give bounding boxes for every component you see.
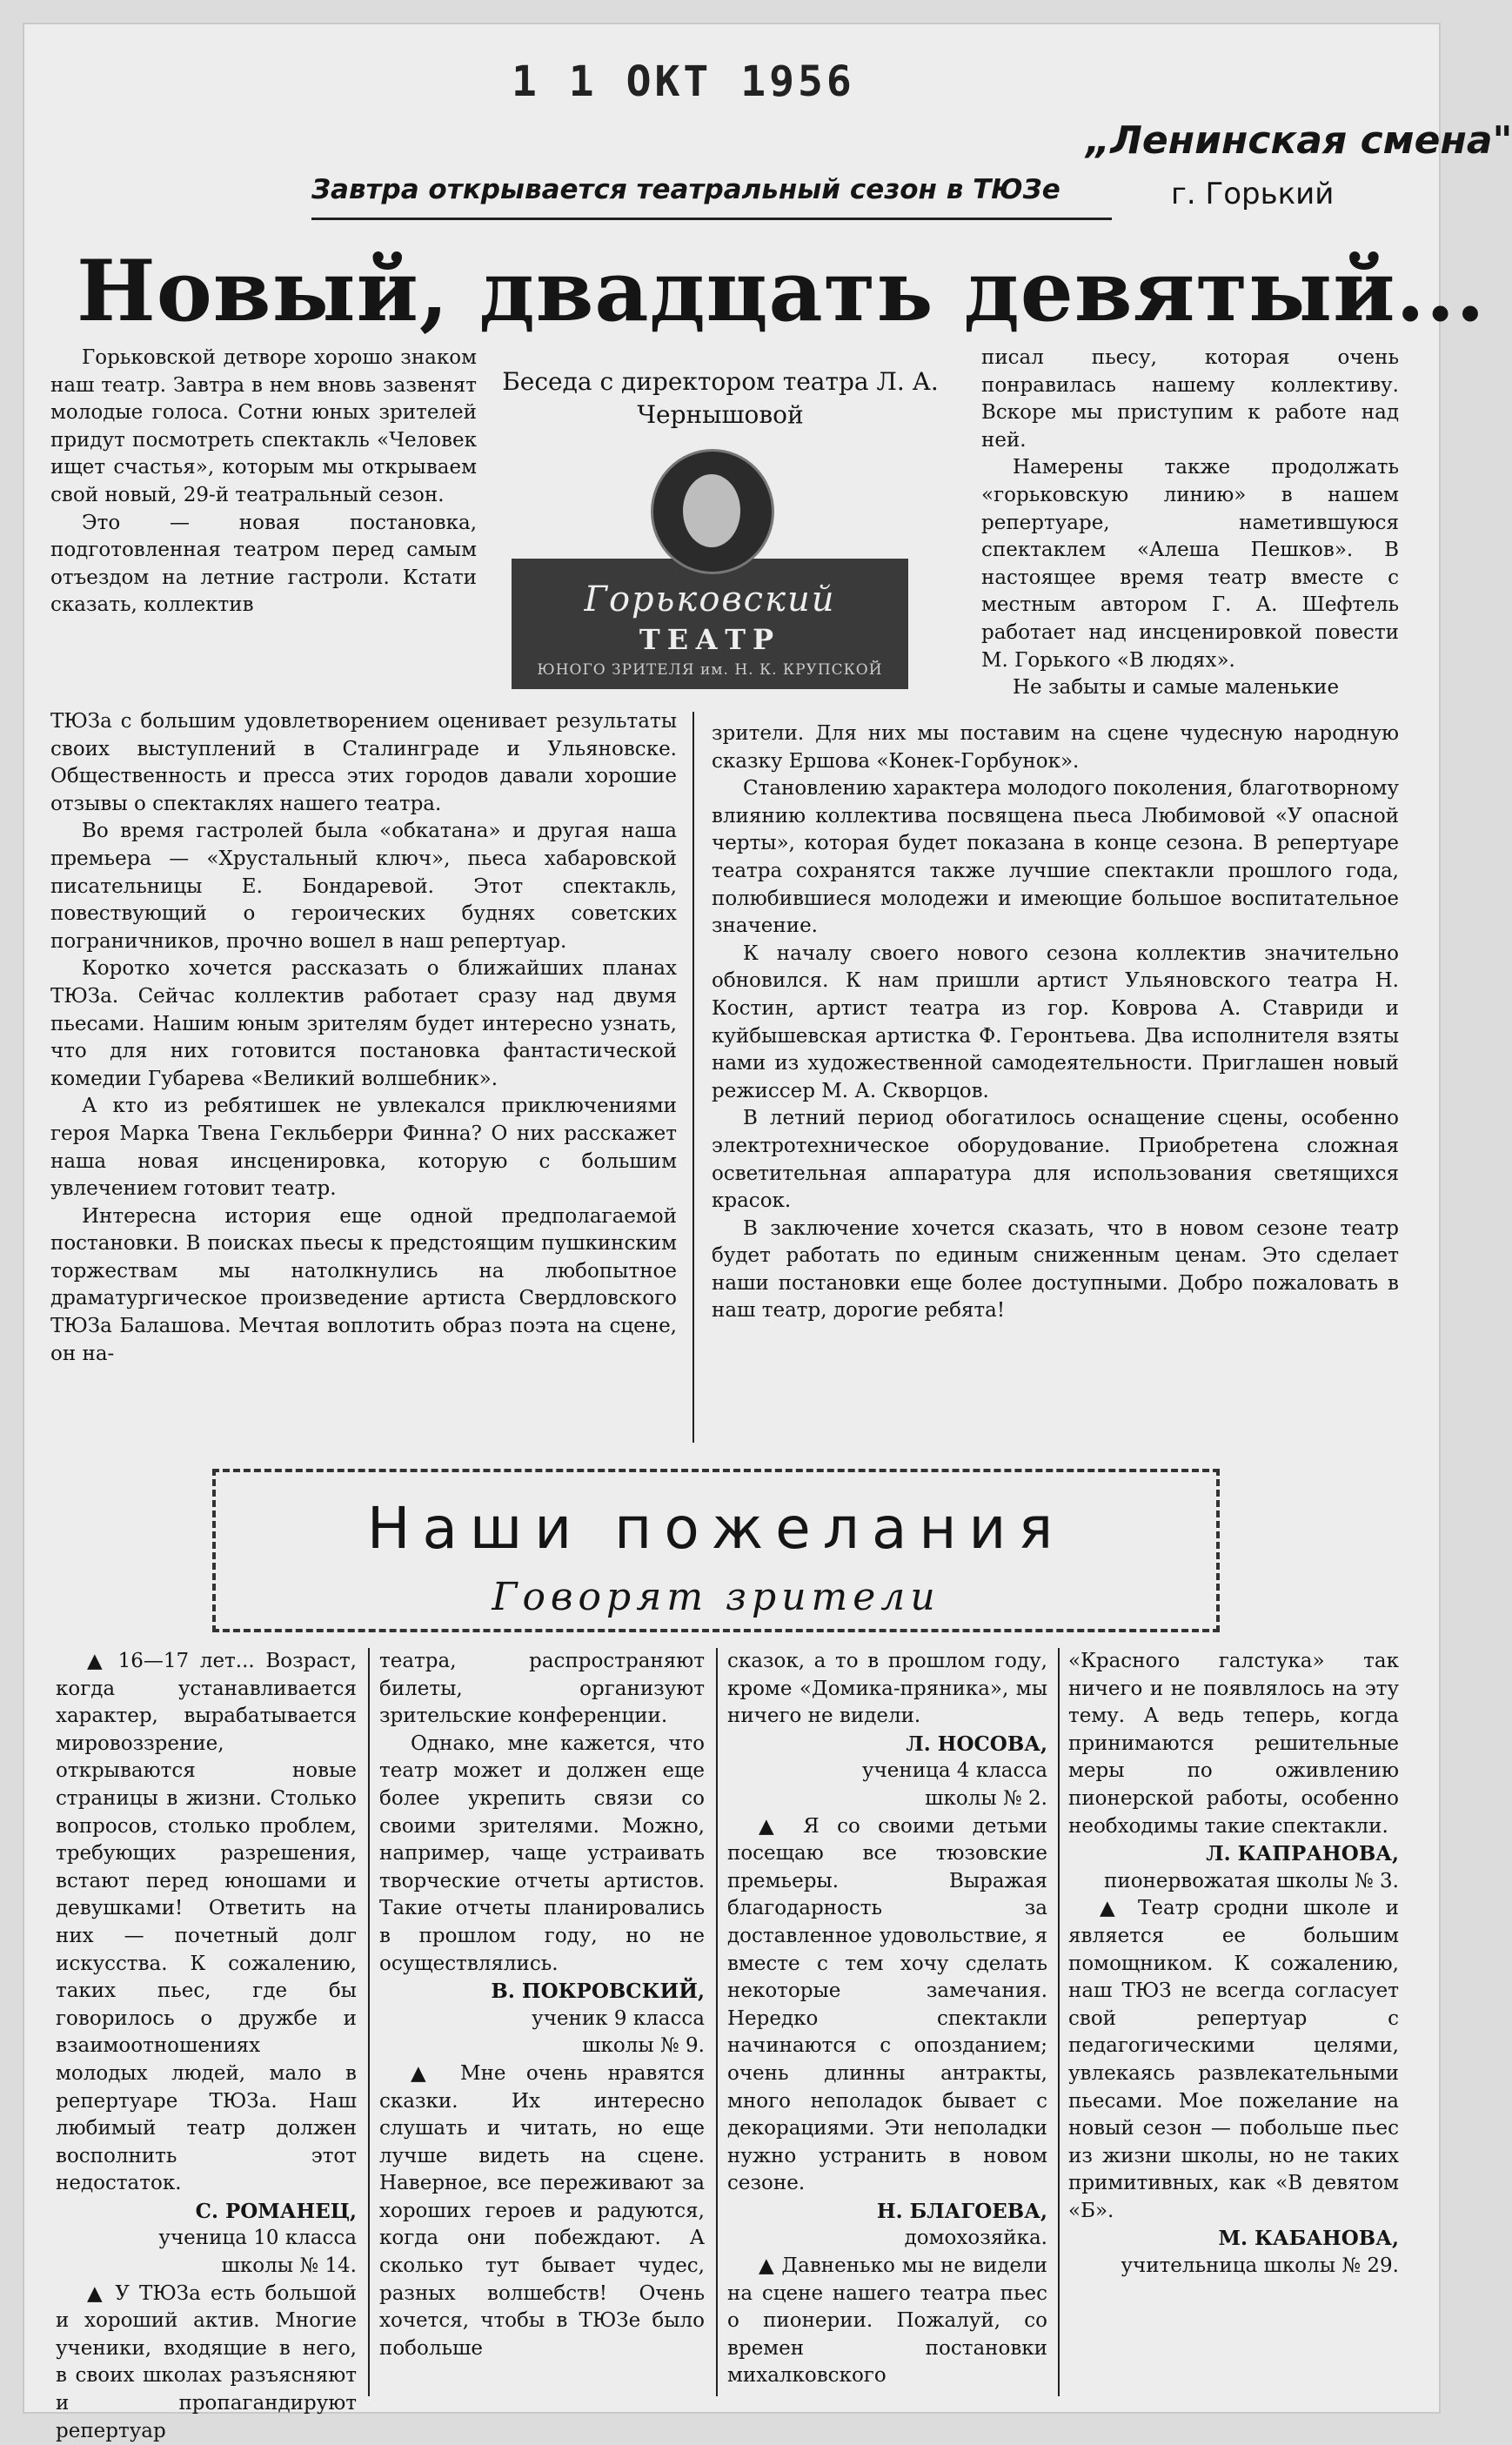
- article-right-col: [712, 720, 1399, 1451]
- newspaper-clipping: [24, 24, 1512, 2442]
- letter-paragraph: ▲ Мне очень нравятся сказки. Их интересно слушать и читать, но еще лучше видеть на сцене. Наверное, все переживают за хороших героев и радуются, когда они побеждают. А сколько тут бывает чудес, разных волшебств! Очень хочется, чтобы в ТЮЗе было побольше: [379, 2061, 705, 2360]
- article-paragraph: А кто из ребятишек не увлекался приключениями героя Марка Твена Гекльберри Финна? О них расскажет наша новая инсценировка, которую с большим увлечением готовит театр.: [50, 1095, 677, 1201]
- article-paragraph: писал пьесу, которая очень понравилась нашему коллективу. Вскоре мы приступим к работе над ней.: [981, 346, 1399, 452]
- portrait-medallion-icon: [651, 449, 774, 574]
- signature-name: Л. КАПРАНОВА,: [1206, 1842, 1399, 1866]
- newspaper-name: „Ленинская смена": [1086, 118, 1512, 163]
- article-paragraph: Это — новая постановка, подготовленная театром перед самым отъездом на летние гастроли. Кстати сказать, коллектив: [50, 511, 477, 617]
- logo-title: Горьковский: [584, 579, 836, 620]
- date-stamp: 1 1 ОКТ 1956: [512, 57, 855, 106]
- logo-word: ТЕАТР: [639, 623, 781, 656]
- article-paragraph: Интересна история еще одной предполагаемой постановки. В поисках пьесы к предстоящим пушкинским торжествам мы натолкнулись на любопытное драматургическое произведение артиста Свердловского ТЮЗа Балашова. Мечтая воплотить образ поэта на сцене, он на-: [50, 1204, 677, 1365]
- letter-paragraph: театра, распространяют билеты, организуют зрительские конференции.: [379, 1650, 705, 1728]
- article-headline: Новый, двадцать девятый...: [77, 242, 1486, 340]
- article-paragraph: В летний период обогатилось оснащение сцены, особенно электротехническое оборудование. Приобретена сложная осветительная аппаратура для использования светящихся красок.: [712, 1107, 1399, 1213]
- section-banner: [212, 1469, 1220, 1632]
- signature-role: пионервожатая школы № 3.: [1104, 1869, 1399, 1892]
- letters-col1: [56, 1648, 357, 2442]
- letter-paragraph: «Красного галстука» так ничего и не появлялось на эту тему. А ведь теперь, когда принимаются решительные меры по оживлению пионерской работы, особенно необходимы такие спектакли.: [1068, 1650, 1399, 1838]
- column-divider: [692, 712, 694, 1443]
- signature-name: Н. БЛАГОЕВА,: [876, 2199, 1047, 2223]
- letter-paragraph: ▲ 16—17 лет... Возраст, когда устанавливается характер, вырабатывается мировоззрение, открываются новые страницы в жизни. Столько вопросов, столько проблем, требующих разрешения, встают перед юношами и девушками! Ответить на них — почетный долг искусства. К сожалению, таких пьес, где бы говорилось о дружбе и взаимоотношениях молодых людей, мало в репертуаре ТЮЗа. Наш любимый театр должен восполнить этот недостаток.: [56, 1650, 357, 2195]
- letter-paragraph: ▲ Давненько мы не видели на сцене нашего театра пьес о пионерии. Пожалуй, со времен постановки михалковского: [727, 2254, 1047, 2388]
- article-col1: [50, 345, 477, 701]
- letter-paragraph: сказок, а то в прошлом году, кроме «Домика-пряника», мы ничего не видели.: [727, 1650, 1047, 1728]
- letters-col2: [379, 1648, 705, 2405]
- letter-paragraph: ▲ У ТЮЗа есть большой и хороший актив. Многие ученики, входящие в него, в своих школах разъясняют и пропагандируют репертуар: [56, 2281, 357, 2442]
- signature-name: С. РОМАНЕЦ,: [195, 2199, 357, 2223]
- article-paragraph: ТЮЗа с большим удовлетворением оценивает результаты своих выступлений в Сталинграде и Ульяновске. Общественность и пресса этих городов давали хорошие отзывы о спектаклях нашего театра.: [50, 710, 677, 815]
- theatre-logo: [512, 449, 908, 694]
- article-paragraph: В заключение хочется сказать, что в новом сезоне театр будет работать по единым сниженным ценам. Это сделает наши постановки еще более доступными. Добро пожаловать в наш театр, дорогие ребята!: [712, 1216, 1399, 1323]
- article-paragraph: Становлению характера молодого поколения, благотворному влиянию коллектива посвящена пьеса Любимовой «У опасной черты», которая будет показана в конце сезона. В репертуаре театра сохранятся также лучшие спектакли прошлого года, полюбившиеся молодежи и имеющие большое воспитательное значение.: [712, 777, 1399, 938]
- letter-paragraph: ▲ Я со своими детьми посещаю все тюзовские премьеры. Выражая благодарность за доставленное удовольствие, я вместе с тем хочу сделать некоторые замечания. Нередко спектакли начинаются с опозданием; очень длинны антракты, много неполадок бывает с декорациями. Эти неполадки нужно устранить в новом сезоне.: [727, 1814, 1047, 2195]
- letters-col4: [1068, 1648, 1399, 2405]
- signature-name: В. ПОКРОВСКИЙ,: [491, 1979, 705, 2004]
- signature-role: домохозяйка.: [904, 2227, 1047, 2250]
- letter-paragraph: ▲ Театр сродни школе и является ее большим помощником. К сожалению, наш ТЮЗ не всегда согласует свой репертуар с педагогическими целями, увлекаясь развлекательными пьесами. Мое пожелание на новый сезон — побольше пьес из жизни школы, но не таких примитивных, как «В девятом «Б».: [1068, 1897, 1399, 2222]
- article-paragraph: Не забыты и самые маленькие: [1013, 676, 1340, 700]
- column-divider: [1058, 1648, 1060, 2396]
- signature-school: школы № 2.: [925, 1786, 1047, 1810]
- signature-role: учительница школы № 29.: [1121, 2254, 1399, 2278]
- column-divider: [368, 1648, 370, 2396]
- city-label: г. Горький: [1171, 177, 1335, 211]
- signature-role: ученик 9 класса: [532, 2006, 705, 2030]
- article-paragraph: Горьковской детворе хорошо знаком наш театр. Завтра в нем вновь зазвенят молодые голоса. Сотни юных зрителей придут посмотреть спектакль «Человек ищет счастья», которым мы открываем свой новый, 29-й театральный сезон.: [50, 346, 477, 506]
- article-paragraph: Коротко хочется рассказать о ближайших планах ТЮЗа. Сейчас коллектив работает сразу над двумя пьесами. Нашим юным зрителям будет интересно узнать, что для них готовится постановка фантастической комедии Губарева «Великий волшебник».: [50, 957, 677, 1090]
- article-paragraph: Намерены также продолжать «горьковскую линию» в нашем репертуаре, наметившуюся спектаклем «Алеша Пешков». В настоящее время театр вместе с местным автором Г. А. Шефтель работает над инсценировкой повести М. Горького «В людях».: [981, 456, 1399, 672]
- column-divider: [716, 1648, 718, 2396]
- signature-school: школы № 9.: [582, 2034, 705, 2058]
- letter-paragraph: Однако, мне кажется, что театр может и должен еще более укрепить связи со своими зрителями. Можно, например, чаще устраивать творческие отчеты артистов. Такие отчеты планировались в прошлом году, но не осуществлялись.: [379, 1732, 705, 1975]
- signature-school: школы № 14.: [221, 2254, 357, 2278]
- letters-col3: [727, 1648, 1047, 2405]
- article-paragraph: К началу своего нового сезона коллектив значительно обновился. К нам пришли артист Ульяновского театра Н. Костин, артист театра из гор. Коврова А. Ставриди и куйбышевская артистка Ф. Геронтьева. Два исполнителя взяты нами из художественной самодеятельности. Приглашен новый режиссер М. А. Скворцов.: [712, 941, 1399, 1102]
- banner-title: Наши пожелания: [366, 1495, 1066, 1562]
- signature-name: Л. НОСОВА,: [906, 1732, 1047, 1756]
- article-wide-col: [50, 708, 677, 1465]
- signature-name: М. КАБАНОВА,: [1218, 2227, 1399, 2251]
- article-paragraph: Во время гастролей была «обкатана» и другая наша премьера — «Хрустальный ключ», пьеса хабаровской писательницы Е. Бондаревой. Этот спектакль, повествующий о героических буднях советских пограничников, прочно вошел в наш репертуар.: [50, 820, 677, 953]
- kicker-line: Завтра открывается театральный сезон в ТЮЗе: [311, 174, 1112, 220]
- banner-subtitle: Говорят зрители: [492, 1575, 940, 1619]
- signature-role: ученица 4 класса: [862, 1759, 1047, 1783]
- signature-role: ученица 10 класса: [158, 2227, 357, 2250]
- article-paragraph: зрители. Для них мы поставим на сцене чудесную народную сказку Ершова «Конек-Горбунок».: [712, 722, 1399, 773]
- article-subhead: Беседа с директором театра Л. А. Чернышовой: [502, 367, 939, 429]
- logo-subtitle: ЮНОГО ЗРИТЕЛЯ им. Н. К. КРУПСКОЙ: [537, 661, 883, 679]
- article-col3: [981, 345, 1399, 719]
